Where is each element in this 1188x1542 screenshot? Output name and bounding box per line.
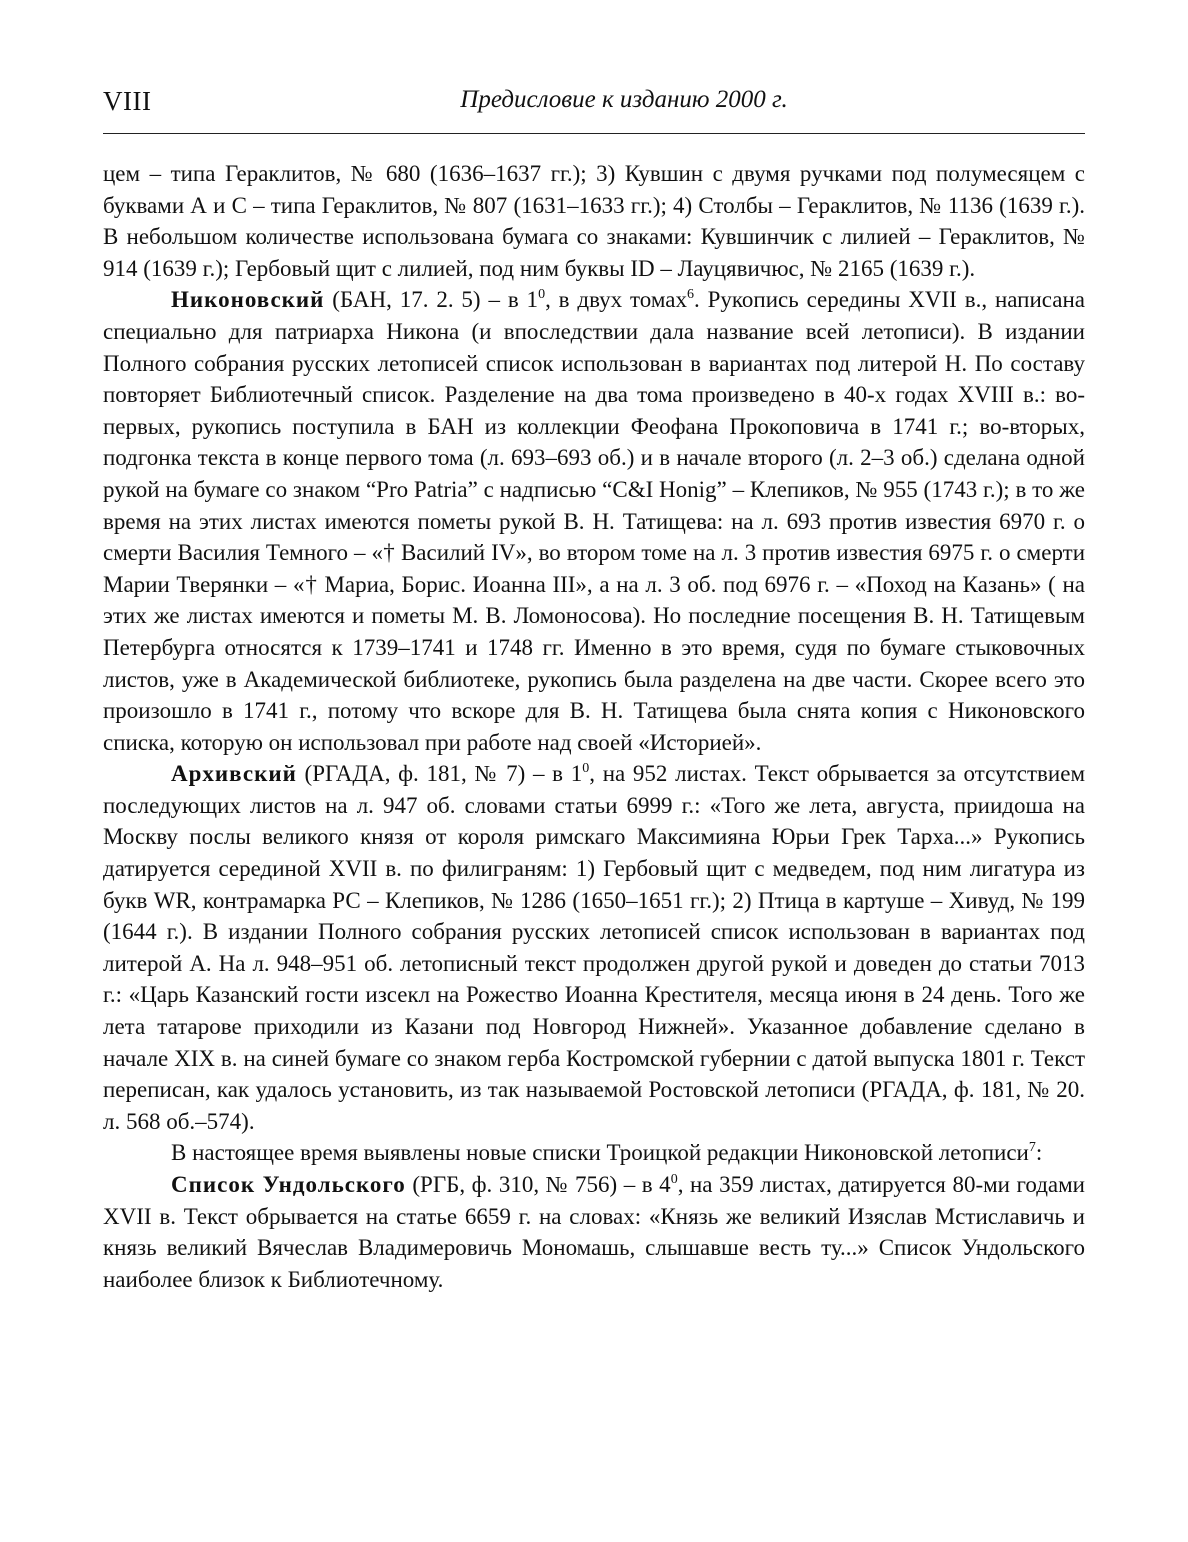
paragraph-new-lists — [103, 1137, 1085, 1169]
header-rule — [103, 133, 1085, 134]
paragraph-nikonovsky — [103, 284, 1085, 758]
running-header — [103, 86, 1085, 122]
page-number: VIII — [103, 86, 152, 116]
text-run: В настоящее время выявлены новые списки Троицкой редакции Никоновской летописи — [171, 1140, 1029, 1166]
paragraph-arkhivsky — [103, 758, 1085, 1137]
entry-name-undolsky: Список Ундольского — [171, 1172, 406, 1197]
superscript: 0 — [670, 1172, 678, 1187]
text-run: , в двух томах — [545, 287, 687, 313]
paragraph-continuation: цем – типа Гераклитов, № 680 (1636–1637 гг.); 3) Кувшин с двумя ручками под полумесяцем с буквами А и С – типа Гераклитов, № 807 (1631–1633 гг.); 4) Столбы – Гераклитов, № 1136 (1639 г.). В небольшом количестве использована бумага со знаками: Кувшинчик с лилией – Гераклитов, № 914 (1639 г.); Гербовый щит с лилией, под ним буквы ID – Лауцявичюс, № 2165 (1639 г.). — [103, 161, 1085, 281]
running-title: Предисловие к изданию 2000 г. — [460, 86, 788, 113]
footnote-marker: 6 — [686, 287, 694, 303]
footnote-marker: 7 — [1028, 1140, 1036, 1156]
text-run: . Рукопись середины XVII в., написана специально для патриарха Никона (и впоследствии дала название всей летописи). В издании Полного собрания русских летописей список использован в вариантах под литерой Н. По составу повторяет Библиотечный список. Разделение на два тома произведено в 40-х годах XVIII в.: во-первых, рукопись поступила в БАН из коллекции Феофана Прокоповича в 1741 г.; во-вторых, подгонка текста в конце первого тома (л. 693–693 об.) и в начале второго (л. 2–3 об.) сделана одной рукой на бумаге со знаком “Pro Patria” с надписью “C&I Honig” – Клепиков, № 955 (1743 г.); в то же время на этих листах имеются пометы рукой В. Н. Татищева: на л. 693 против известия 6970 г. о смерти Василия Темного – «† Василий IV», во втором томе на л. 3 против известия 6975 г. о смерти Марии Тверянки – «† Мариа, Борис. Иоанна III», а на л. 3 об. под 6976 г. – «Поход на Казань» ( на этих же листах имеются и пометы М. В. Ломоносова). Но последние посещения В. Н. Татищевым Петербурга относятся к 1739–1741 и 1748 гг. Именно в это время, судя по бумаге стыковочных листов, уже в Академической библиотеке, рукопись была разделена на две части. Скорее всего это произошло в 1741 г., потому что вскоре для В. Н. Татищева была снята копия с Никоновского списка, которую он использовал при работе над своей «Историей». — [103, 287, 1085, 755]
paragraph-undolsky — [103, 1169, 1085, 1295]
text-body — [103, 158, 1085, 1295]
entry-name-arkhivsky: Архивский — [171, 761, 297, 787]
entry-name-nikonovsky: Никоновский — [171, 287, 325, 313]
text-run: (РГБ, ф. 310, № 756) – в 4 — [405, 1172, 671, 1197]
superscript: 0 — [538, 287, 546, 303]
text-run: (БАН, 17. 2. 5) – в 1 — [324, 287, 539, 313]
text-run: , на 359 листах, датируется 80-ми годами XVII в. Текст обрывается на статье 6659 г. на словах: «Князь же великий Изяслав Мстиславичь и князь великий Вячеслав Владимеровичь Мономашь, слышавше весть ту...» Список Ундольского наиболее близок к Библиотечному. — [103, 1172, 1085, 1292]
text-run: (РГАДА, ф. 181, № 7) – в 1 — [296, 761, 583, 787]
text-run: , на 952 листах. Текст обрывается за отсутствием последующих листов на л. 947 об. словами статьи 6999 г.: «Того же лета, августа, приидоша на Москву послы великого князя от короля римскаго Максимияна Юрьи Грек Тарха...» Рукопись датируется серединой XVII в. по филиграням: 1) Гербовый щит с медведем, под ним лигатура из букв WR, контрамарка РС – Клепиков, № 1286 (1650–1651 гг.); 2) Птица в картуше – Хивуд, № 199 (1644 г.). В издании Полного собрания русских летописей список использован в вариантах под литерой А. На л. 948–951 об. летописный текст продолжен другой рукой и доведен до статьи 7013 г.: «Царь Казанский гости изсекл на Рожество Иоанна Крестителя, месяца июня в 24 день. Того же лета татарове приходили из Казани под Новгород Нижней». Указанное добавление сделано в начале XIX в. на синей бумаге со знаком герба Костромской губернии с датой выпуска 1801 г. Текст переписан, как удалось установить, из так называемой Ростовской летописи (РГАДА, ф. 181, № 20. л. 568 об.–574). — [103, 761, 1085, 1134]
text-run: : — [1035, 1140, 1043, 1166]
superscript: 0 — [582, 761, 590, 777]
